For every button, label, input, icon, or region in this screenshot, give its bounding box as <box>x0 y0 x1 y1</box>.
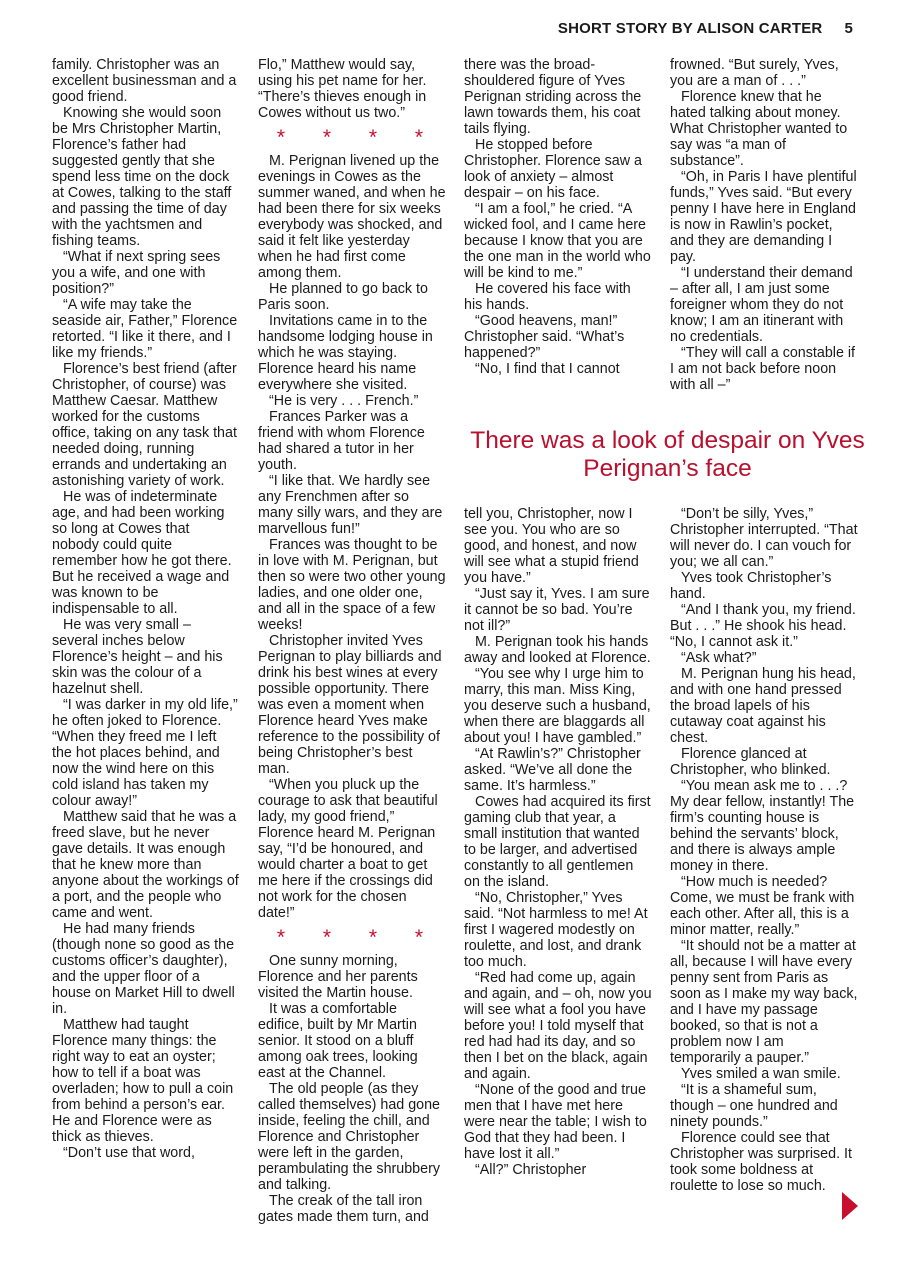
paragraph: Christopher invited Yves Perignan to play billiards and drink his best wines at every possible opportunity. There was even a moment when Florence heard Yves make reference to the possibility of being Christopher’s best man. <box>258 633 442 777</box>
paragraph: tell you, Christopher, now I see you. You who are so good, and honest, and now will see what a stupid friend you have.” <box>464 506 639 586</box>
paragraph: “At Rawlin’s?” Christopher asked. “We’ve all done the same. It’s harmless.” <box>464 746 641 794</box>
paragraph: Knowing she would soon be Mrs Christopher Martin, Florence’s father had suggested gently that she spend less time on the dock at Cowes, talking to the staff and passing the time of day with the yachtsmen and fishing teams. <box>52 105 232 249</box>
paragraph: Florence knew that he hated talking about money. What Christopher wanted to say was “a man of substance”. <box>670 89 848 169</box>
paragraph: The creak of the tall iron gates made them turn, and <box>258 1193 429 1225</box>
column-4 <box>670 57 858 393</box>
paragraph: “Just say it, Yves. I am sure it cannot be so bad. You’re not ill?” <box>464 586 650 634</box>
column-2 <box>258 57 446 1225</box>
paragraph: Frances Parker was a friend with whom Florence had shared a tutor in her youth. <box>258 409 425 473</box>
paragraph: “You see why I urge him to marry, this man. Miss King, you deserve such a husband, when there are blaggards all about you! I have gambled.” <box>464 666 651 746</box>
column-5 <box>464 506 652 1178</box>
section-break: * * * * <box>276 126 440 149</box>
paragraph: “They will call a constable if I am not back before noon with all –” <box>670 345 856 393</box>
paragraph: Matthew said that he was a freed slave, but he never gave details. It was enough that he knew more than anyone about the workings of a port, and the people who came and went. <box>52 809 239 921</box>
paragraph: Yves smiled a wan smile. <box>681 1066 841 1082</box>
page-number: 5 <box>844 20 853 37</box>
paragraph: “Red had come up, again and again, and – oh, now you will see what a fool you have before you! I told myself that red had had its day, and so then I bet on the black, again and again. <box>464 970 652 1082</box>
paragraph: “I like that. We hardly see any Frenchmen after so many silly wars, and they are marvellous fun!” <box>258 473 443 537</box>
paragraph: “It should not be a matter at all, because I will have every penny sent from Paris as soon as I make my way back, and I have my passage booked, so that is not a problem now I am temporarily a pauper.” <box>670 938 858 1066</box>
paragraph: “It is a shameful sum, though – one hundred and ninety pounds.” <box>670 1082 838 1130</box>
paragraph: “How much is needed? Come, we must be frank with each other. After all, this is a minor matter, really.” <box>670 874 855 938</box>
paragraph: “All?” Christopher <box>475 1162 587 1178</box>
paragraph: M. Perignan hung his head, and with one hand pressed the broad lapels of his cutaway coat against his chest. <box>670 666 856 746</box>
paragraph: “Ask what?” <box>681 650 757 666</box>
paragraph: “What if next spring sees you a wife, and one with position?” <box>52 249 221 297</box>
paragraph: “No, I find that I cannot <box>475 361 620 377</box>
section-break: * * * * <box>276 926 440 949</box>
paragraph: “Don’t be silly, Yves,” Christopher interrupted. “That will never do. I can vouch for you; we all can.” <box>670 506 858 570</box>
paragraph: frowned. “But surely, Yves, you are a man of . . .” <box>670 57 839 89</box>
paragraph: Matthew had taught Florence many things: the right way to eat an oyster; how to tell if a boat was overladen; how to pull a coin from behind a person’s ear. He and Florence were as thick as thieves. <box>52 1017 234 1145</box>
paragraph: Florence could see that Christopher was surprised. It took some boldness at roulette to lose so much. <box>670 1130 852 1194</box>
continue-arrow-icon[interactable] <box>842 1192 858 1220</box>
paragraph: “When you pluck up the courage to ask that beautiful lady, my good friend,” Florence heard M. Perignan say, “I’d be honoured, and would charter a boat to get me here if the crossings did not work for the chosen date!” <box>258 777 438 921</box>
paragraph: He stopped before Christopher. Florence saw a look of anxiety – almost despair – on his face. <box>464 137 642 201</box>
paragraph: “Good heavens, man!” Christopher said. “What’s happened?” <box>464 313 625 361</box>
paragraph: He covered his face with his hands. <box>464 281 631 313</box>
paragraph: “I am a fool,” he cried. “A wicked fool, and I came here because I know that you are the one man in the world who will be kind to me.” <box>464 201 651 281</box>
paragraph: He was very small – several inches below Florence’s height – and his skin was the colour of a hazelnut shell. <box>52 617 223 697</box>
paragraph: “A wife may take the seaside air, Father,” Florence retorted. “I like it there, and I like my friends.” <box>52 297 238 361</box>
column-6 <box>670 506 858 1194</box>
paragraph: It was a comfortable edifice, built by Mr Martin senior. It stood on a bluff among oak trees, looking east at the Channel. <box>258 1001 418 1081</box>
paragraph: “No, Christopher,” Yves said. “Not harmless to me! At first I wagered modestly on roulette, and lost, and drank too much. <box>464 890 648 970</box>
paragraph: family. Christopher was an excellent businessman and a good friend. <box>52 57 237 105</box>
paragraph: He planned to go back to Paris soon. <box>258 281 428 313</box>
paragraph: “And I thank you, my friend. But . . .” He shook his head. “No, I cannot ask it.” <box>670 602 856 650</box>
paragraph: “None of the good and true men that I have met here were near the table; I wish to God that they had been. I have lost it all.” <box>464 1082 647 1162</box>
page-header <box>558 20 853 37</box>
paragraph: Invitations came in to the handsome lodging house in which he was staying. Florence heard his name everywhere she visited. <box>258 313 433 393</box>
column-3 <box>464 57 652 377</box>
paragraph: “I understand their demand – after all, I am just some foreigner whom they do not know; I am an itinerant with no credentials. <box>670 265 853 345</box>
paragraph: there was the broad-shouldered figure of Yves Perignan striding across the lawn towards them, his coat tails flying. <box>464 57 642 137</box>
paragraph: He was of indeterminate age, and had been working so long at Cowes that nobody could quite remember how he got there. But he received a wage and was known to be indispensable to all. <box>52 489 232 617</box>
paragraph: “Oh, in Paris I have plentiful funds,” Yves said. “But every penny I have here in England is now in Rawlin’s pocket, and they are demanding I pay. <box>670 169 857 265</box>
paragraph: Cowes had acquired its first gaming club that year, a small institution that wanted to be larger, and advertised constantly to all gentlemen on the island. <box>464 794 651 890</box>
paragraph: M. Perignan took his hands away and looked at Florence. <box>464 634 651 666</box>
story-byline: SHORT STORY BY ALISON CARTER <box>557 20 823 37</box>
paragraph: Frances was thought to be in love with M. Perignan, but then so were two other young ladies, and one older one, and all in the space of a few weeks! <box>258 537 446 633</box>
paragraph: The old people (as they called themselves) had gone inside, feeling the chill, and Florence and Christopher were left in the garden, perambulating the shrubbery and talking. <box>258 1081 440 1193</box>
paragraph: He had many friends (though none so good as the customs officer’s daughter), and the upper floor of a house on Market Hill to dwell in. <box>52 921 235 1017</box>
pull-quote: There was a look of despair on Yves Perignan’s face <box>470 427 865 482</box>
paragraph: “You mean ask me to . . .? My dear fellow, instantly! The firm’s counting house is behind the servants’ block, and there is always ample money in there. <box>670 778 855 874</box>
paragraph: “He is very . . . French.” <box>269 393 419 409</box>
column-1 <box>52 57 240 1161</box>
paragraph: “Don’t use that word, <box>63 1145 195 1161</box>
paragraph: “I was darker in my old life,” he often joked to Florence. “When they freed me I left the hot places behind, and now the wind here on this cold island has taken my colour away!” <box>52 697 238 809</box>
paragraph: One sunny morning, Florence and her parents visited the Martin house. <box>258 953 418 1001</box>
paragraph: Florence’s best friend (after Christopher, of course) was Matthew Caesar. Matthew worked for the customs office, taking on any task that needed doing, running errands and undertaking an astonishing variety of work. <box>52 361 237 489</box>
paragraph: M. Perignan livened up the evenings in Cowes as the summer waned, and when he had been there for six weeks everybody was shocked, and said it felt like yesterday when he had first come among them. <box>258 153 446 281</box>
paragraph: Florence glanced at Christopher, who blinked. <box>670 746 831 778</box>
paragraph: Yves took Christopher’s hand. <box>670 570 832 602</box>
paragraph: Flo,” Matthew would say, using his pet name for her. “There’s thieves enough in Cowes without us two.” <box>258 57 427 121</box>
